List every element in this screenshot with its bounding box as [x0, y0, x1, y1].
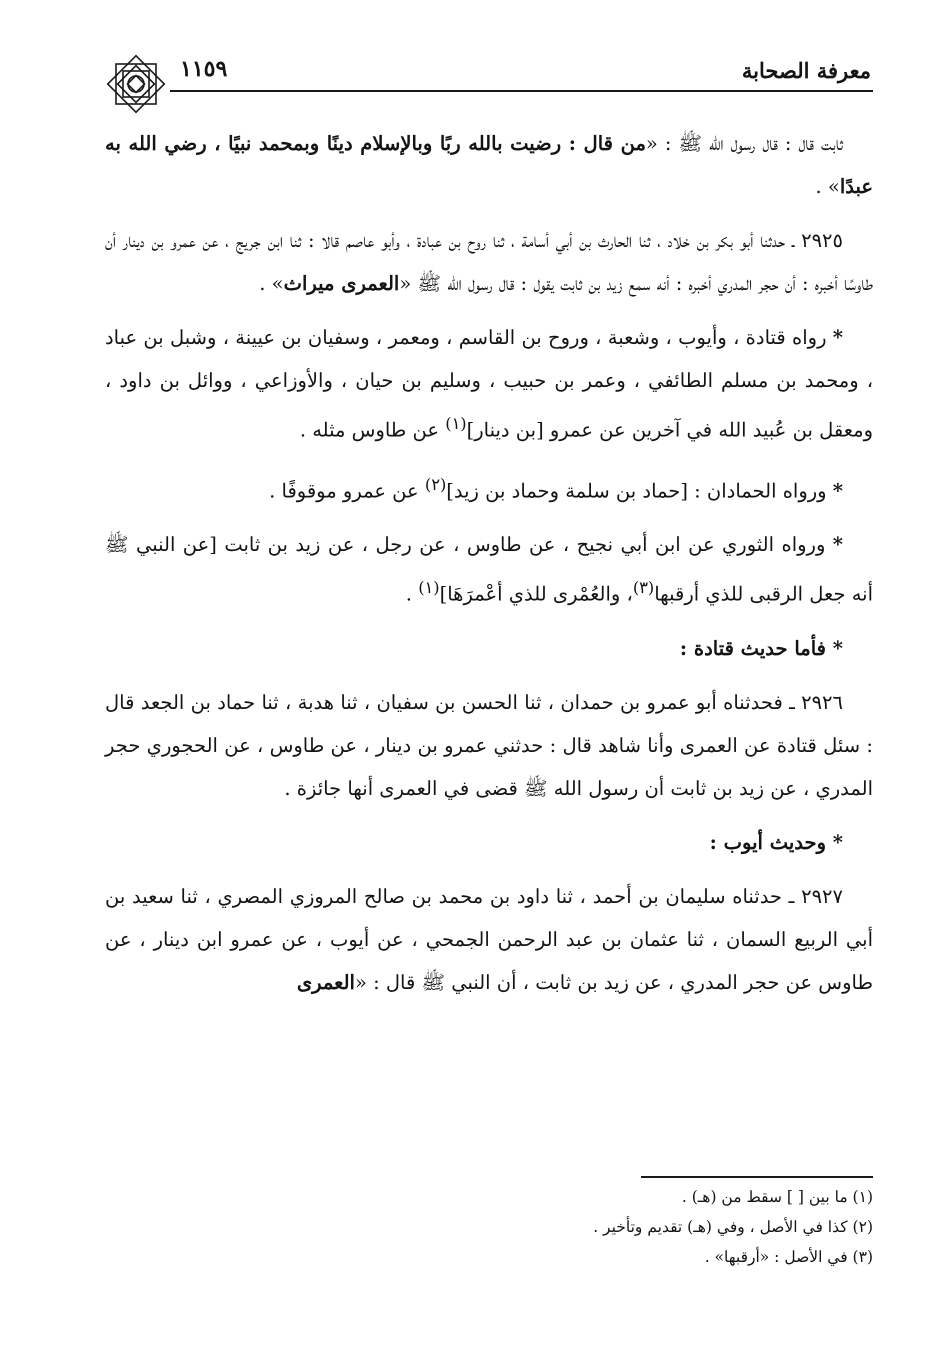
octagram-ornament-icon	[102, 50, 170, 118]
footnote-1: (١) ما بين [ ] سقط من (هـ) .	[681, 1188, 873, 1206]
paragraph-hadith-2925: ٢٩٢٥ ـ حدثنا أبو بكر بن خلاد ، ثنا الحارث بن أبي أسامة ، ثنا روح بن عبادة ، وأبو عاصم قالا : ثنا ابن جريج ، عن عمرو بن دينار أن طاوسًا أخبره : أن حجر المدري أخبره : أنه سمع زيد بن ثابت يقول : قال رسول الله ﷺ «العمرى ميراث» .	[105, 229, 873, 295]
star-marker: *	[832, 533, 843, 556]
paragraph-hadith-2927: ٢٩٢٧ ـ حدثناه سليمان بن أحمد ، ثنا داود بن محمد بن صالح المروزي المصري ، ثنا سعيد بن أبي الربيع السمان ، ثنا عثمان بن عبد الرحمن الجمحي ، عن أيوب ، عن عمرو ابن دينار ، عن طاوس عن حجر المدري ، عن زيد بن ثابت ، أن النبي ﷺ قال : «العمرى	[105, 884, 873, 994]
star-marker: *	[832, 479, 843, 502]
paragraph-hadith-2926: ٢٩٢٦ ـ فحدثناه أبو عمرو بن حمدان ، ثنا الحسن بن سفيان ، ثنا هدبة ، ثنا حماد بن الجعد قال : سئل قتادة عن العمرى وأنا شاهد قال : حدثني عمرو بن دينار ، عن طاوس ، عن الحجوري حجر المدري ، عن زيد بن ثابت أن رسول الله ﷺ قضى في العمرى أنها جائزة .	[105, 690, 873, 800]
footnote-ref: (١)	[418, 578, 440, 597]
footnote-separator	[641, 1176, 873, 1178]
star-marker: *	[832, 830, 843, 854]
star-marker: *	[832, 636, 843, 660]
section-heading-ayyub: * وحديث أيوب :	[709, 830, 843, 854]
section-heading-qatada: * فأما حديث قتادة :	[679, 636, 843, 660]
footnote-ref: (٣)	[632, 578, 655, 597]
page-number: ١١٥٩	[180, 56, 228, 82]
footnote-2: (٢) كذا في الأصل ، وفي (هـ) تقديم وتأخير .	[593, 1218, 873, 1236]
paragraph-narrators: * رواه قتادة ، وأيوب ، وشعبة ، وروح بن القاسم ، ومعمر ، وسفيان بن عيينة ، وشبل بن عباد ، ومحمد بن مسلم الطائفي ، وعمر بن حبيب ، وسليم بن حيان ، والأوزاعي ، ووائل بن داود ، ومعقل بن عُبيد الله في آخرين عن عمرو [بن دينار]$^{(١)}$ عن طاوس مثله .	[105, 326, 873, 442]
paragraph-hammadan: * ورواه الحمادان : [حماد بن سلمة وحماد بن زيد]$^{(٢)}$ عن عمرو موقوفًا .	[269, 474, 843, 502]
paragraph-thawri: * ورواه الثوري عن ابن أبي نجيح ، عن طاوس ، عن رجل ، عن زيد بن ثابت [عن النبي ﷺ أنه جعل الرقبى للذي أرقبها$^{(٣)}$، والعُمْرى للذي أعْمرَهَا]$^{(١)}$ .	[105, 533, 873, 606]
star-marker: *	[832, 326, 843, 349]
header-rule	[170, 90, 873, 92]
running-title: معرفة الصحابة	[741, 58, 871, 83]
footnote-ref: (١)	[445, 414, 467, 433]
paragraph-hadith-intro: ثابت قال : قال رسول الله ﷺ : «من قال : رضيت بالله ربًا وبالإسلام دينًا وبمحمد نبيًا ، رضي الله به عبدًا» .	[105, 132, 873, 198]
footnote-3: (٣) في الأصل : «أرقبها» .	[704, 1248, 873, 1266]
footnotes	[373, 1182, 873, 1272]
main-text	[105, 122, 873, 1015]
footnote-ref: (٢)	[424, 474, 447, 494]
